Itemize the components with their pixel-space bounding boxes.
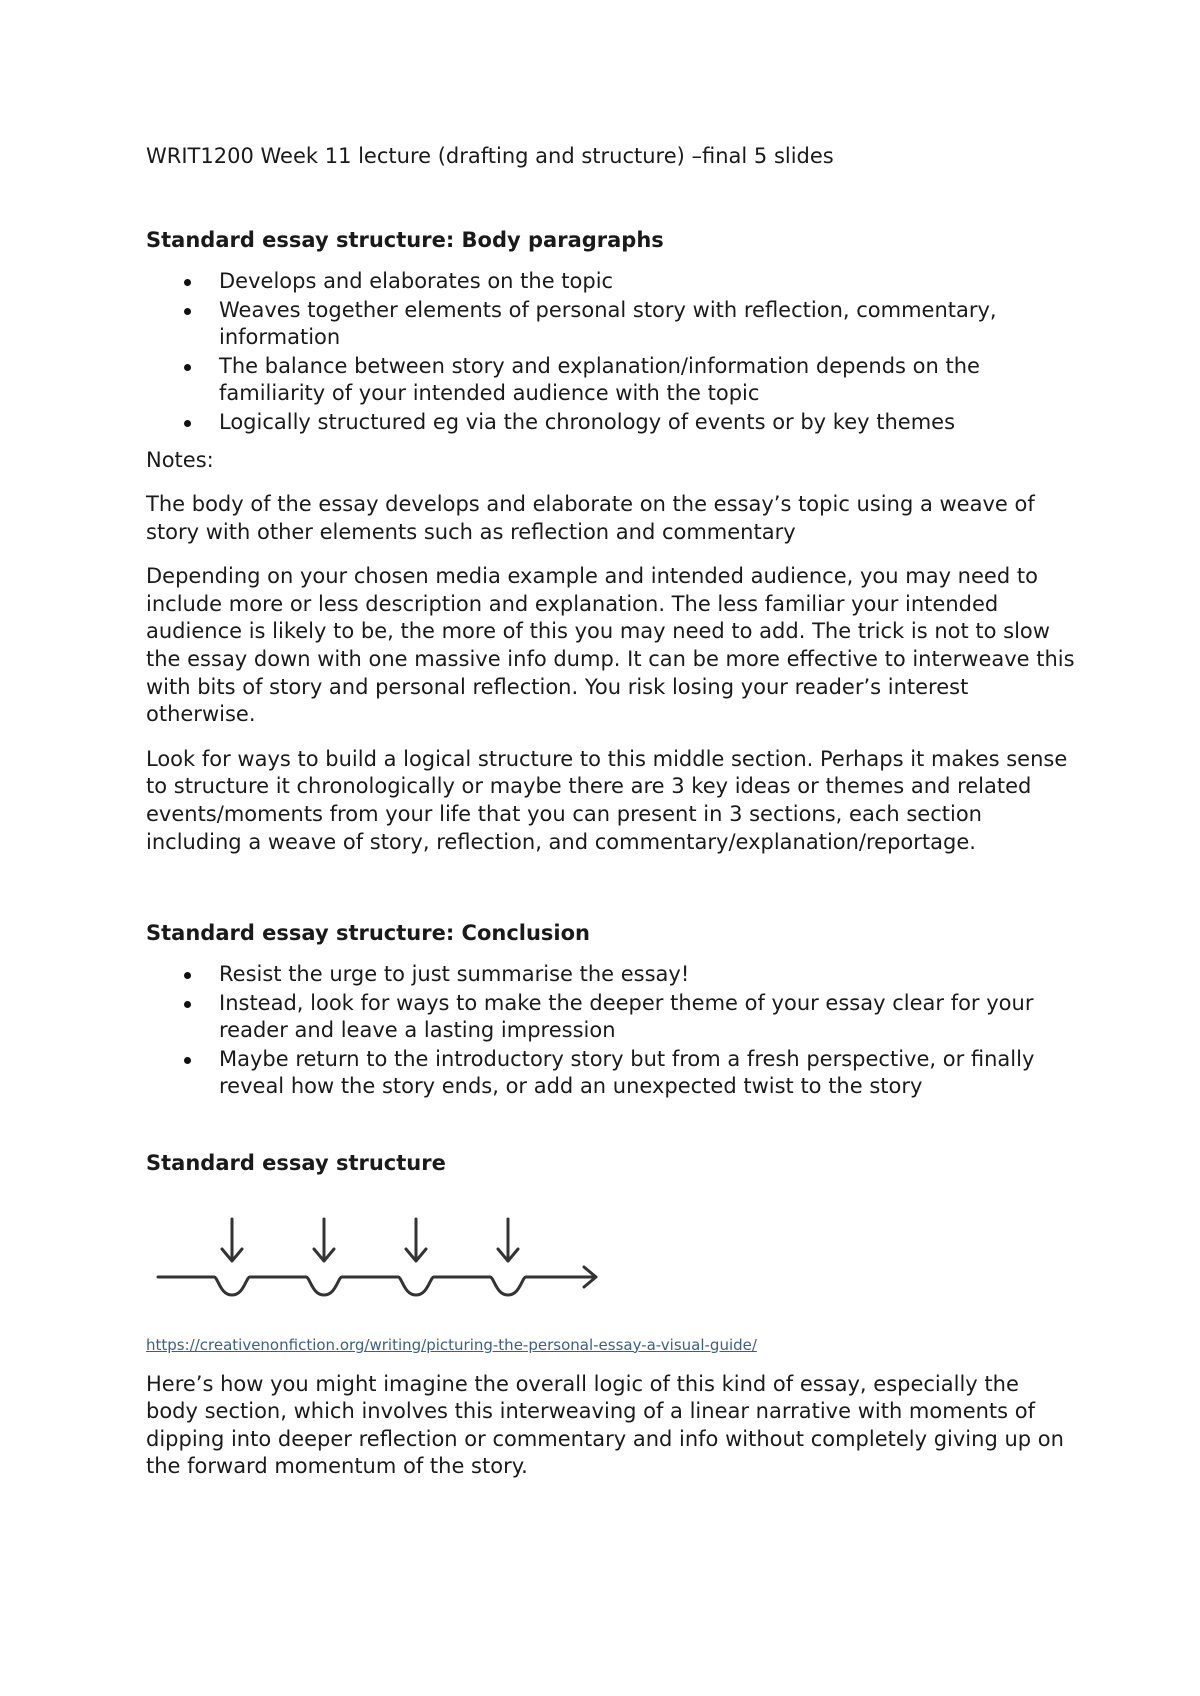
conclusion-bullet-text: Resist the urge to just summarise the essay! <box>219 962 690 987</box>
conclusion-bullet-item <box>146 961 1076 989</box>
reflection-down-arrow-icon <box>222 1219 242 1261</box>
essay-structure-diagram <box>146 1199 606 1309</box>
body-paragraph: Depending on your chosen media example and intended audience, you may need to include more or less description and explanation. The less familiar your intended audience is likely to be, the more of this you may need to add. The trick is not to slow the essay down with one massive info dump. It can be more effective to interweave this with bits of story and personal reflection. You risk losing your reader’s interest otherwise. <box>146 564 1075 727</box>
narrative-timeline-line <box>158 1277 594 1295</box>
body-bullet-text: Develops and elaborates on the topic <box>219 269 614 293</box>
bullet-dot-icon <box>184 308 191 315</box>
reflection-down-arrow-icon <box>406 1219 426 1261</box>
source-link[interactable]: https://creativenonfiction.org/writing/picturing-the-personal-essay-a-visual-guide/ <box>146 1335 757 1354</box>
document-title: WRIT1200 Week 11 lecture (drafting and structure) –final 5 slides <box>146 144 834 168</box>
document-page <box>146 142 1076 1498</box>
reflection-down-arrow-icon <box>314 1219 334 1261</box>
section-spacer <box>146 1111 1076 1149</box>
bullet-dot-icon <box>184 1057 191 1064</box>
body-bullet-text: Weaves together elements of personal story with reflection, commentary, information <box>219 297 997 349</box>
bullet-dot-icon <box>184 279 191 286</box>
body-bullet-item <box>146 353 1076 408</box>
structure-paragraph: Here’s how you might imagine the overall logic of this kind of essay, especially the body section, which involves this interweaving of a linear narrative with moments of dipping into deeper reflection or commentary and info without completely giving up on the forward momentum of the story. <box>146 1371 1064 1479</box>
body-bullet-item <box>146 297 1076 352</box>
conclusion-section-heading: Standard essay structure: Conclusion <box>146 921 591 946</box>
body-paragraph: The body of the essay develops and elaborate on the essay’s topic using a weave of story with other elements such as reflection and commentary <box>146 492 1035 544</box>
bullet-dot-icon <box>184 1001 191 1008</box>
conclusion-bullet-item <box>146 990 1076 1045</box>
body-section-heading: Standard essay structure: Body paragraphs <box>146 228 664 252</box>
body-bullet-list <box>146 268 1076 436</box>
conclusion-bullet-item <box>146 1046 1076 1101</box>
conclusion-bullet-text: Maybe return to the introductory story but from a fresh perspective, or finally reveal how the story ends, or add an unexpected twist to the story <box>219 1046 1035 1099</box>
conclusion-bullet-text: Instead, look for ways to make the deeper theme of your essay clear for your reader and leave a lasting impression <box>219 990 1034 1043</box>
bullet-dot-icon <box>184 420 191 427</box>
body-bullet-text: Logically structured eg via the chronology of events or by key themes <box>219 409 956 434</box>
notes-label: Notes: <box>146 448 214 472</box>
body-bullet-item <box>146 268 1076 296</box>
body-paragraph: Look for ways to build a logical structure to this middle section. Perhaps it makes sense to structure it chronologically or maybe there are 3 key ideas or themes and related events/moments from your life that you can present in 3 sections, each section including a weave of story, reflection, and commentary/explanation/reportage. <box>146 746 1068 854</box>
section-spacer <box>146 873 1076 919</box>
body-bullet-text: The balance between story and explanation/information depends on the familiarity of your intended audience with the topic <box>219 353 980 405</box>
bullet-dot-icon <box>184 364 191 371</box>
bullet-dot-icon <box>184 972 191 979</box>
reflection-down-arrow-icon <box>498 1219 518 1261</box>
body-bullet-item <box>146 409 1076 437</box>
conclusion-bullet-list <box>146 961 1076 1101</box>
structure-section-heading: Standard essay structure <box>146 1150 446 1175</box>
